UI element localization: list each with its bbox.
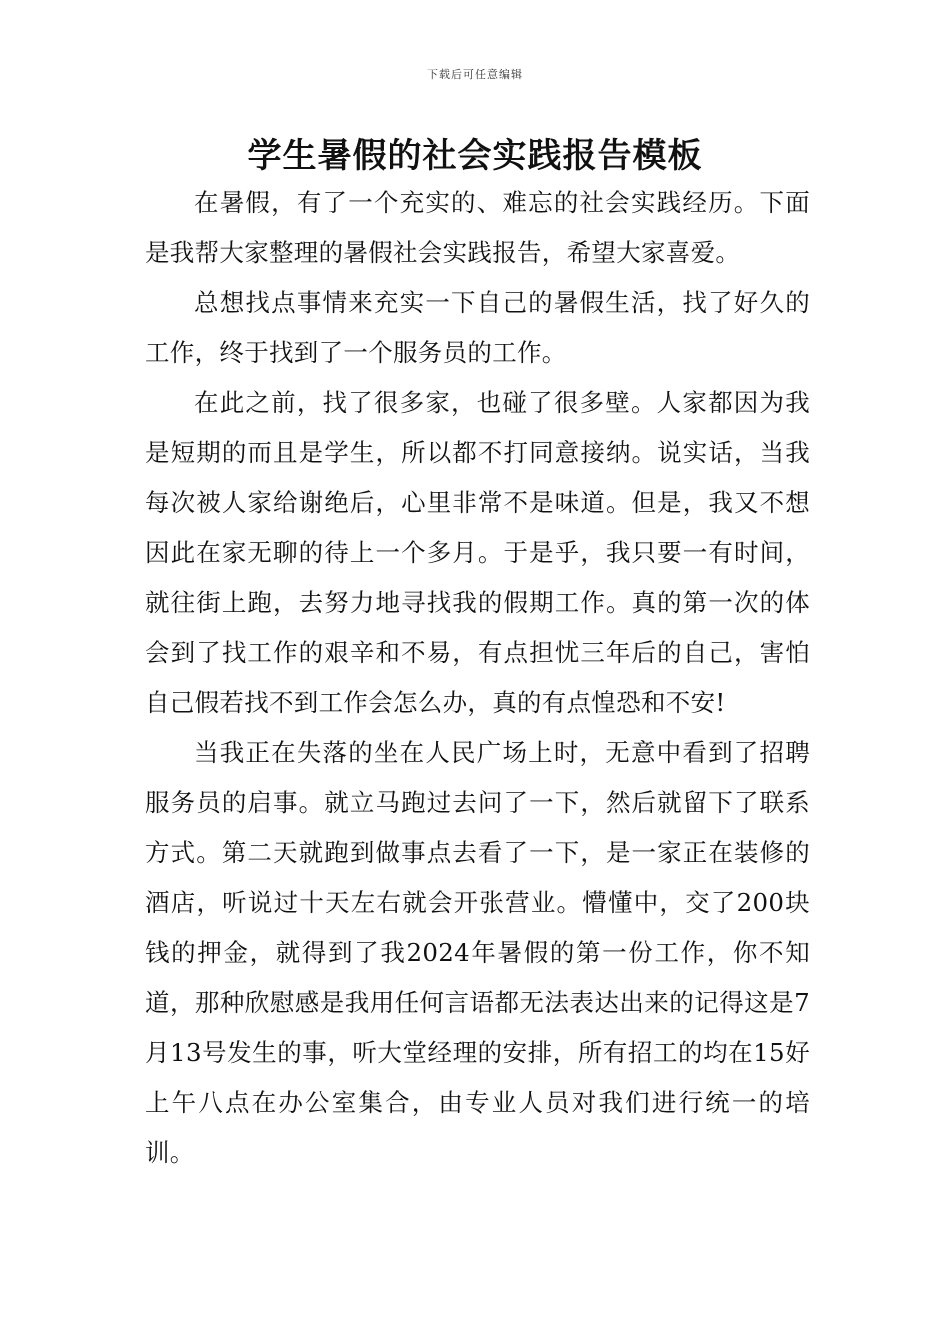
paragraph-2: 总想找点事情来充实一下自己的暑假生活，找了好久的工作，终于找到了一个服务员的工作。 (145, 288, 810, 367)
paragraph-3: 在此之前，找了很多家，也碰了很多壁。人家都因为我是短期的而且是学生，所以都不打同意接纳。说实话，当我每次被人家给谢绝后，心里非常不是味道。但是，我又不想因此在家无聊的待上一个多月。于是乎，我只要一有时间，就往街上跑，去努力地寻找我的假期工作。真的第一次的体会到了找工作的艰辛和不易，有点担忧三年后的自己，害怕自己假若找不到工作会怎么办，真的有点惶恐和不安! (145, 388, 810, 717)
paragraph-1: 在暑假，有了一个充实的、难忘的社会实践经历。下面是我帮大家整理的暑假社会实践报告，希望大家喜爱。 (145, 188, 810, 267)
paragraph-4: 当我正在失落的坐在人民广场上时，无意中看到了招聘服务员的启事。就立马跑过去问了一下，然后就留下了联系方式。第二天就跑到做事点去看了一下，是一家正在装修的酒店，听说过十天左右就会开张营业。懵懂中，交了200块钱的押金，就得到了我2024年暑假的第一份工作，你不知道，那种欣慰感是我用任何言语都无法表达出来的记得这是7月13号发生的事，听大堂经理的安排，所有招工的均在15好上午八点在办公室集合，由专业人员对我们进行统一的培训。 (145, 738, 810, 1167)
header-note: 下载后可任意编辑 (427, 68, 523, 81)
document-title: 学生暑假的社会实践报告模板 (247, 136, 703, 176)
document-body (145, 178, 810, 1178)
